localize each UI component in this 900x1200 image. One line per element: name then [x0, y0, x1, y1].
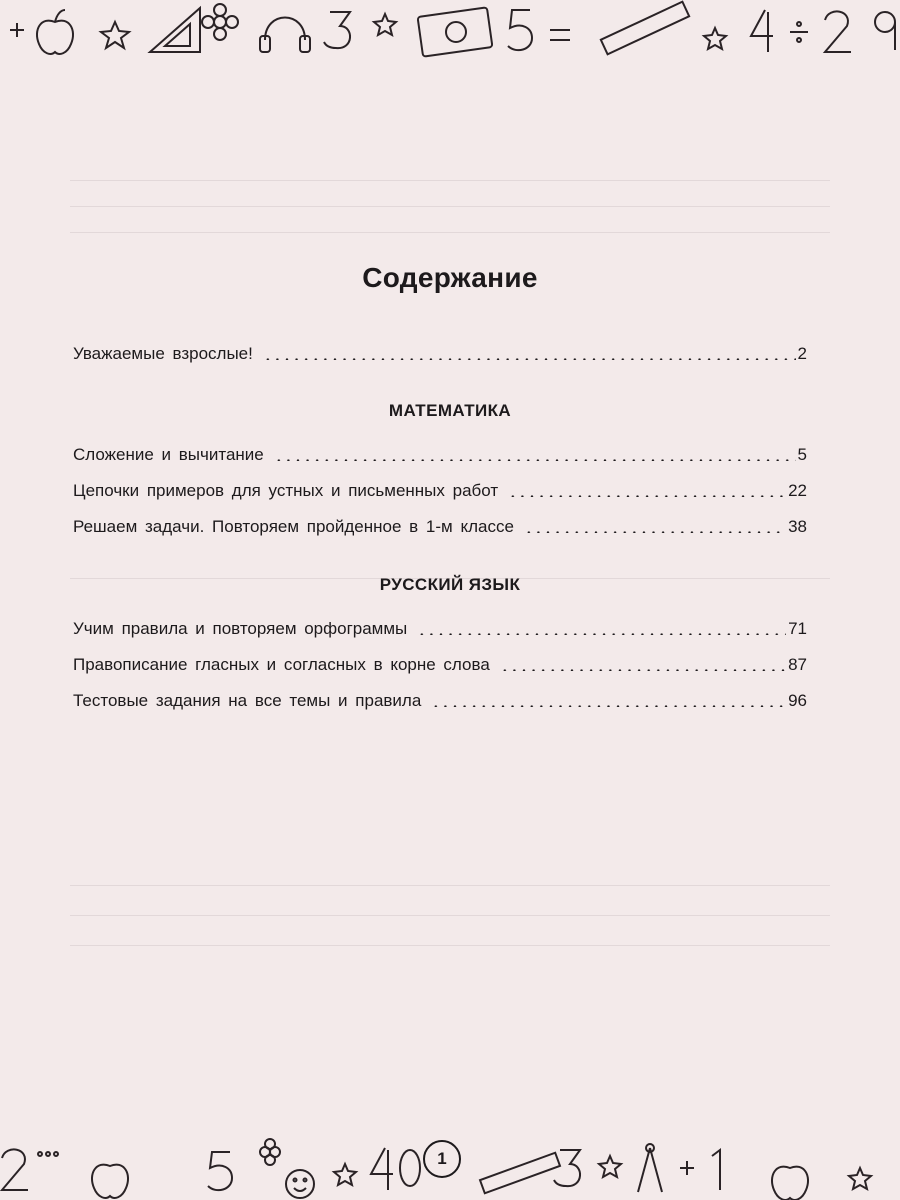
triangle-ruler-icon — [150, 8, 200, 52]
three-digit-icon — [324, 12, 350, 48]
toc-entry-page: 71 — [788, 619, 807, 638]
toc-entry[interactable] — [73, 512, 807, 538]
toc-entry[interactable] — [73, 339, 807, 365]
dots-icon — [38, 1152, 58, 1156]
star-icon — [374, 14, 396, 35]
four-digit-icon — [751, 10, 773, 52]
page-title: Содержание — [362, 262, 538, 293]
divide-icon — [790, 22, 808, 42]
toc-entry[interactable] — [73, 650, 807, 676]
toc-entry-label: Учим правила и повторяем орфограммы — [73, 619, 408, 638]
toc-entry[interactable] — [73, 476, 807, 502]
apple-icon — [92, 1165, 128, 1198]
toc-leader-dots — [417, 633, 786, 635]
plus-icon — [10, 23, 24, 37]
toc-entry-page: 96 — [788, 691, 807, 710]
star-icon — [334, 1164, 356, 1185]
section-heading-russian: РУССКИЙ ЯЗЫК — [379, 575, 521, 594]
toc-entry-label: Цепочки примеров для устных и письменных работ — [73, 481, 499, 500]
zero-digit-icon — [400, 1150, 420, 1186]
ruler-icon — [480, 1153, 560, 1194]
five-digit-icon — [508, 10, 532, 50]
two-digit-icon — [2, 1149, 28, 1190]
headphones-icon — [260, 18, 310, 53]
five-digit-icon — [208, 1152, 232, 1190]
page-number: 1 — [423, 1140, 461, 1178]
toc-entry-label: Уважаемые взрослые! — [73, 344, 253, 363]
plus-icon — [680, 1161, 694, 1175]
toc-leader-dots — [508, 495, 786, 497]
banknote-icon — [418, 7, 493, 56]
toc-entry-page: 87 — [788, 655, 807, 674]
ruler-icon — [601, 2, 689, 55]
toc-leader-dots — [274, 459, 796, 461]
compass-icon — [638, 1144, 662, 1192]
toc-leader-dots — [524, 531, 786, 533]
toc-entry-label: Тестовые задания на все темы и правила — [73, 691, 422, 710]
toc-entry[interactable] — [73, 440, 807, 466]
nine-digit-icon — [875, 12, 895, 50]
toc-entry-page: 38 — [788, 517, 807, 536]
section-heading-math: МАТЕМАТИКА — [388, 401, 512, 420]
toc-entry-label: Решаем задачи. Повторяем пройденное в 1-м классе — [73, 517, 514, 536]
flower-icon — [202, 4, 238, 40]
toc-entry-page: 22 — [788, 481, 807, 500]
doodle-border-top — [0, 0, 900, 62]
toc-entry[interactable] — [73, 686, 807, 712]
two-digit-icon — [825, 11, 851, 52]
star-icon — [849, 1168, 871, 1189]
star-icon — [599, 1156, 621, 1177]
star-icon — [704, 28, 726, 49]
three-digit-icon — [554, 1150, 580, 1186]
equals-icon — [550, 30, 570, 40]
toc-entry-label: Правописание гласных и согласных в корне слова — [73, 655, 490, 674]
toc-entry-page: 5 — [797, 445, 807, 464]
star-icon — [101, 22, 129, 48]
one-digit-icon — [712, 1150, 720, 1190]
toc-leader-dots — [500, 669, 786, 671]
flower-icon — [260, 1139, 280, 1165]
four-digit-icon — [371, 1148, 393, 1190]
toc-entry-page: 2 — [797, 344, 807, 363]
smiley-face-icon — [286, 1170, 314, 1198]
toc-entry[interactable] — [73, 614, 807, 640]
toc-entry-label: Сложение и вычитание — [73, 445, 264, 464]
apple-icon — [772, 1167, 808, 1200]
toc-leader-dots — [431, 705, 786, 707]
apple-icon — [37, 10, 73, 54]
toc-leader-dots — [263, 358, 796, 360]
